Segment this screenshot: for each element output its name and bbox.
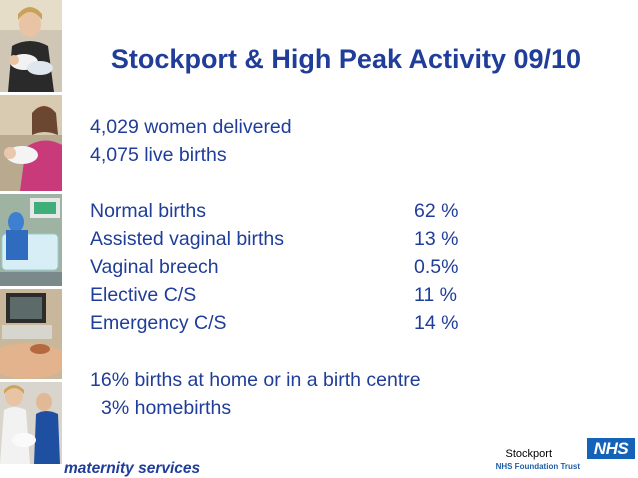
stat-value-vaginal-breech: 0.5% — [414, 256, 459, 278]
stat-label-emergency-cs: Emergency C/S — [90, 312, 227, 334]
trust-name: NHS Foundation Trust — [495, 462, 580, 471]
ultrasound-scan-photo — [0, 289, 62, 379]
organisation-name: Stockport — [505, 448, 552, 460]
women-delivered-text: 4,029 women delivered — [90, 116, 292, 138]
stat-label-normal-births: Normal births — [90, 200, 206, 222]
homebirths-text: 3% homebirths — [101, 397, 232, 419]
stat-value-emergency-cs: 14 % — [414, 312, 459, 334]
slide-title: Stockport & High Peak Activity 09/10 — [110, 44, 582, 74]
nhs-logo: NHS — [587, 438, 635, 459]
photo-strip — [0, 0, 62, 464]
neonatal-incubator-photo — [0, 194, 62, 286]
maternity-services-label: maternity services — [64, 460, 201, 477]
stat-value-normal-births: 62 % — [414, 200, 459, 222]
stat-label-vaginal-breech: Vaginal breech — [90, 256, 219, 278]
stat-label-elective-cs: Elective C/S — [90, 284, 197, 306]
stat-label-assisted-vaginal: Assisted vaginal births — [90, 228, 285, 250]
mother-with-newborn-photo — [0, 95, 62, 191]
mother-holding-twins-photo — [0, 0, 62, 92]
stat-value-assisted-vaginal: 13 % — [414, 228, 459, 250]
stat-value-elective-cs: 11 % — [414, 284, 457, 306]
live-births-text: 4,075 live births — [90, 144, 227, 166]
midwife-with-family-photo — [0, 382, 62, 464]
home-birth-centre-text: 16% births at home or in a birth centre — [90, 369, 421, 391]
